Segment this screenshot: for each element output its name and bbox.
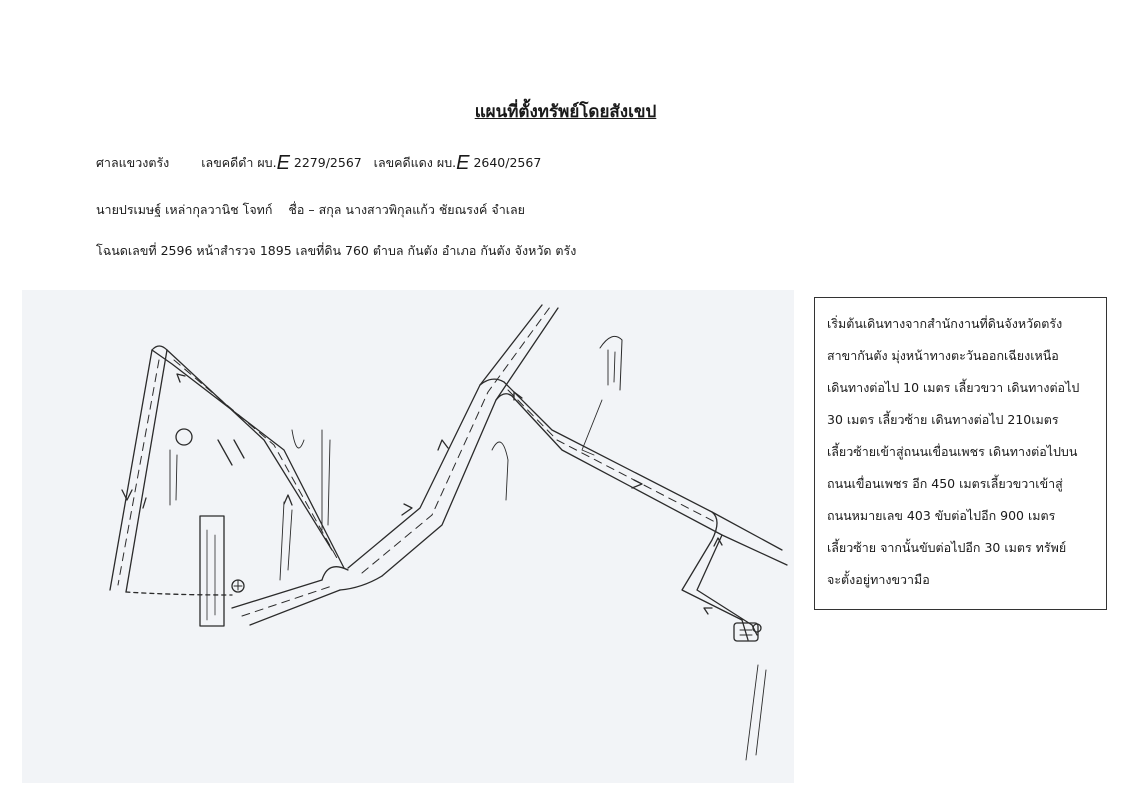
directions-line: เดินทางต่อไป 10 เมตร เลี้ยวขวา เดินทางต่อไป: [827, 380, 1080, 395]
case-info-line: [96, 152, 541, 175]
court-name: ศาลแขวงตรัง: [96, 155, 170, 170]
deed-info-line: โฉนดเลขที่ 2596 หน้าสำรวจ 1895 เลขที่ดิน 760 ตำบล กันตัง อำเภอ กันตัง จังหวัด ตรัง: [96, 243, 577, 258]
black-case-letter: E: [276, 152, 290, 174]
parties-line: [96, 200, 525, 220]
directions-line: 30 เมตร เลี้ยวซ้าย เดินทางต่อไป 210เมตร: [827, 412, 1059, 427]
directions-line: เลี้ยวซ้าย จากนั้นขับต่อไปอีก 30 เมตร ทรัพย์: [827, 540, 1067, 555]
red-case-number: 2640/2567: [473, 155, 542, 170]
directions-line: ถนนเขื่อนเพชร อีก 450 เมตรเลี้ยวขวาเข้าสู่: [827, 476, 1063, 491]
directions-line: จะตั้งอยู่ทางขวามือ: [827, 572, 930, 587]
directions-line: ถนนหมายเลข 403 ขับต่อไปอีก 900 เมตร: [827, 508, 1056, 523]
black-case-number: 2279/2567: [293, 155, 362, 170]
defendant-name: ชื่อ – สกุล นางสาวพิกุลแก้ว ชัยณรงค์ จำเลย: [288, 202, 525, 217]
black-case-label: เลขคดีดำ ผบ.: [201, 155, 277, 170]
directions-line: สาขากันตัง มุ่งหน้าทางตะวันออกเฉียงเหนือ: [827, 348, 1059, 363]
directions-line: เลี้ยวซ้ายเข้าสู่ถนนเขื่อนเพชร เดินทางต่อไปบน: [827, 444, 1078, 459]
page-title: แผนที่ตั้งทรัพย์โดยสังเขป: [474, 102, 657, 122]
road-sketch: [22, 290, 794, 783]
directions-box: [814, 297, 1107, 610]
red-case-label: เลขคดีแดง ผบ.: [373, 155, 457, 170]
plaintiff-name: นายปรเมษฐ์ เหล่ากุลวานิช โจทก์: [96, 202, 273, 217]
sketch-map-image: [22, 290, 794, 783]
red-case-letter: E: [456, 152, 470, 174]
directions-line: เริ่มต้นเดินทางจากสำนักงานที่ดินจังหวัดตรัง: [827, 316, 1063, 331]
